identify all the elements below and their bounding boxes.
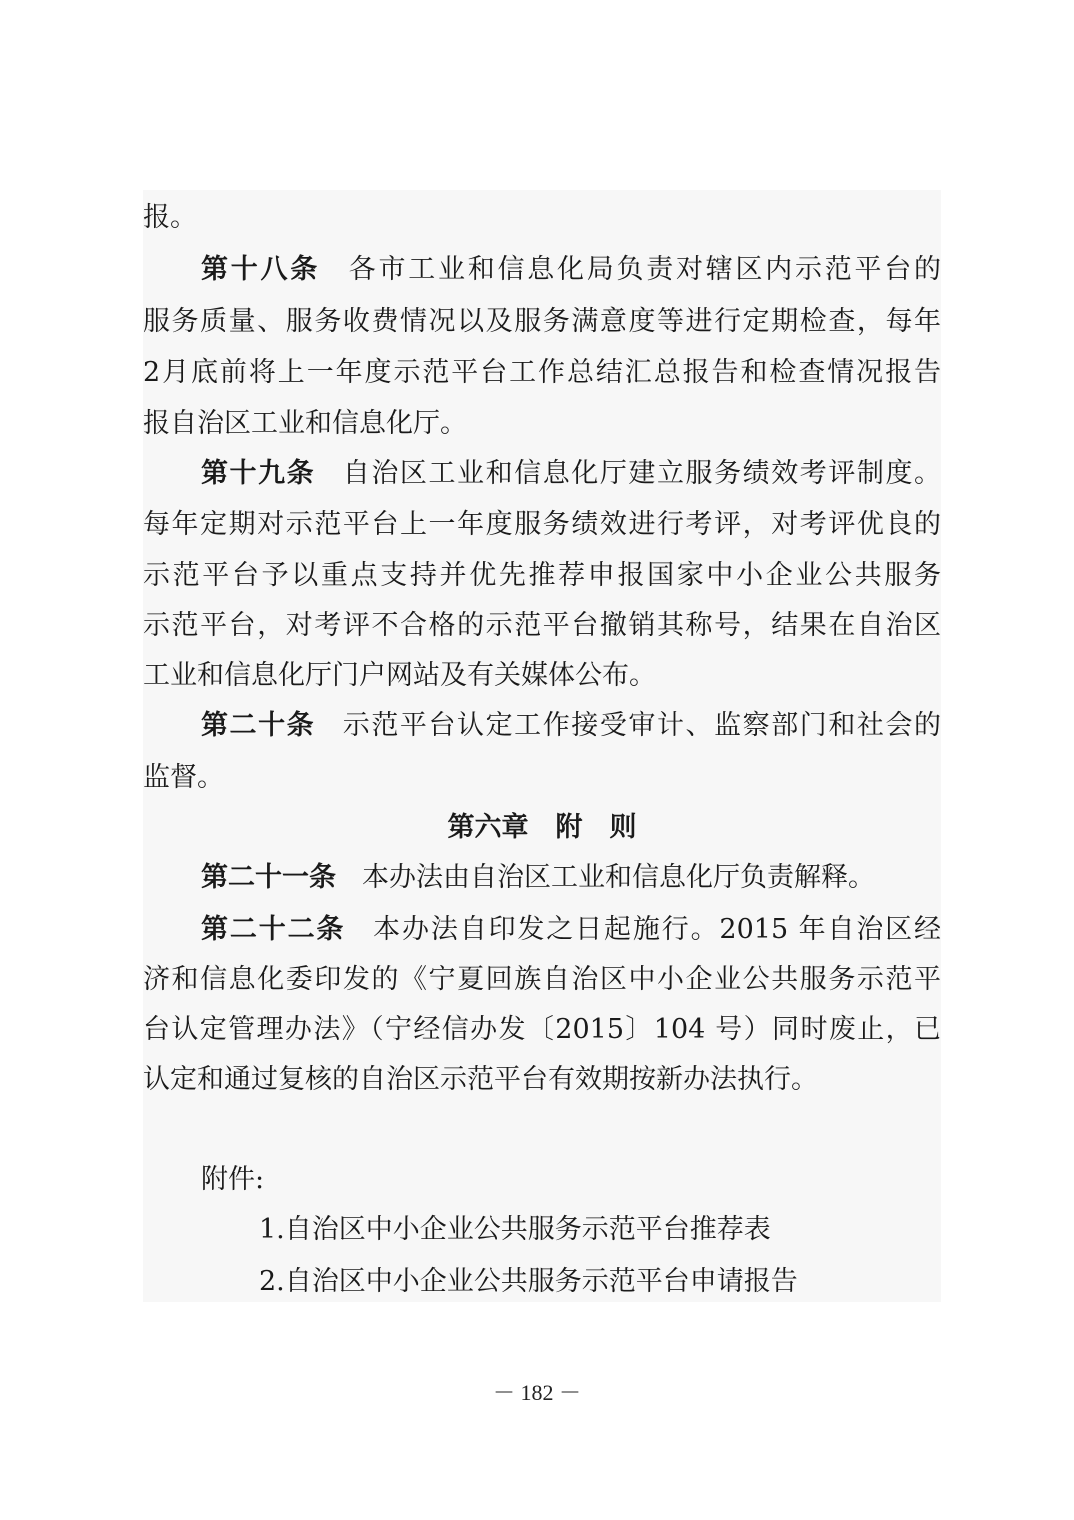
article-19-line-4: 示范平台，对考评不合格的示范平台撤销其称号，结果在自治区	[143, 610, 941, 641]
attachments-label: 附件:	[201, 1164, 265, 1195]
article-19-line-1	[201, 454, 941, 494]
page-number: － 182 －	[492, 1380, 581, 1405]
article-22-line-4: 认定和通过复核的自治区示范平台有效期按新办法执行。	[143, 1064, 818, 1095]
article-20-label: 第二十条	[201, 710, 316, 741]
article-19-line-3: 示范平台予以重点支持并优先推荐申报国家中小企业公共服务	[143, 560, 941, 591]
article-18-line-3: 2月底前将上一年度示范平台工作总结汇总报告和检查情况报告	[143, 357, 941, 388]
article-21-label: 第二十一条	[201, 862, 336, 893]
article-22-label: 第二十二条	[201, 914, 346, 945]
article-22-text: 本办法自印发之日起施行。2015 年自治区经	[371, 914, 942, 945]
article-22-line-2: 济和信息化委印发的《宁夏回族自治区中小企业公共服务示范平	[143, 964, 941, 995]
article-22-line-1	[201, 910, 941, 950]
paragraph-continuation	[143, 198, 197, 238]
chapter-heading: 第六章 附 则	[447, 812, 637, 843]
article-19-text: 自治区工业和信息化厅建立服务绩效考评制度。	[341, 458, 942, 489]
article-22-line-3: 台认定管理办法》（宁经信办发〔2015〕104 号）同时废止，已	[143, 1014, 941, 1045]
article-18-line-4: 报自治区工业和信息化厅。	[143, 408, 467, 439]
article-20-line-1	[201, 706, 941, 746]
article-19-line-5: 工业和信息化厅门户网站及有关媒体公布。	[143, 660, 656, 691]
article-19-line-2: 每年定期对示范平台上一年度服务绩效进行考评，对考评优良的	[143, 509, 941, 540]
article-19-label: 第十九条	[201, 458, 316, 489]
document-body	[143, 190, 941, 1302]
article-21-text: 本办法由自治区工业和信息化厅负责解释。	[362, 862, 875, 893]
article-21-line-1	[201, 858, 875, 898]
article-18-text: 各市工业和信息化局负责对辖区内示范平台的	[346, 254, 941, 285]
article-18-line-1	[201, 250, 941, 290]
article-18-label: 第十八条	[201, 254, 320, 285]
article-20-line-2: 监督。	[143, 762, 224, 793]
article-18-line-2: 服务质量、服务收费情况以及服务满意度等进行定期检查，每年	[143, 306, 941, 337]
attachment-item-1: 1.自治区中小企业公共服务示范平台推荐表	[259, 1214, 771, 1245]
continuation-text: 报。	[143, 202, 197, 233]
article-20-text: 示范平台认定工作接受审计、监察部门和社会的	[341, 710, 942, 741]
attachment-item-2: 2.自治区中小企业公共服务示范平台申请报告	[259, 1266, 798, 1297]
